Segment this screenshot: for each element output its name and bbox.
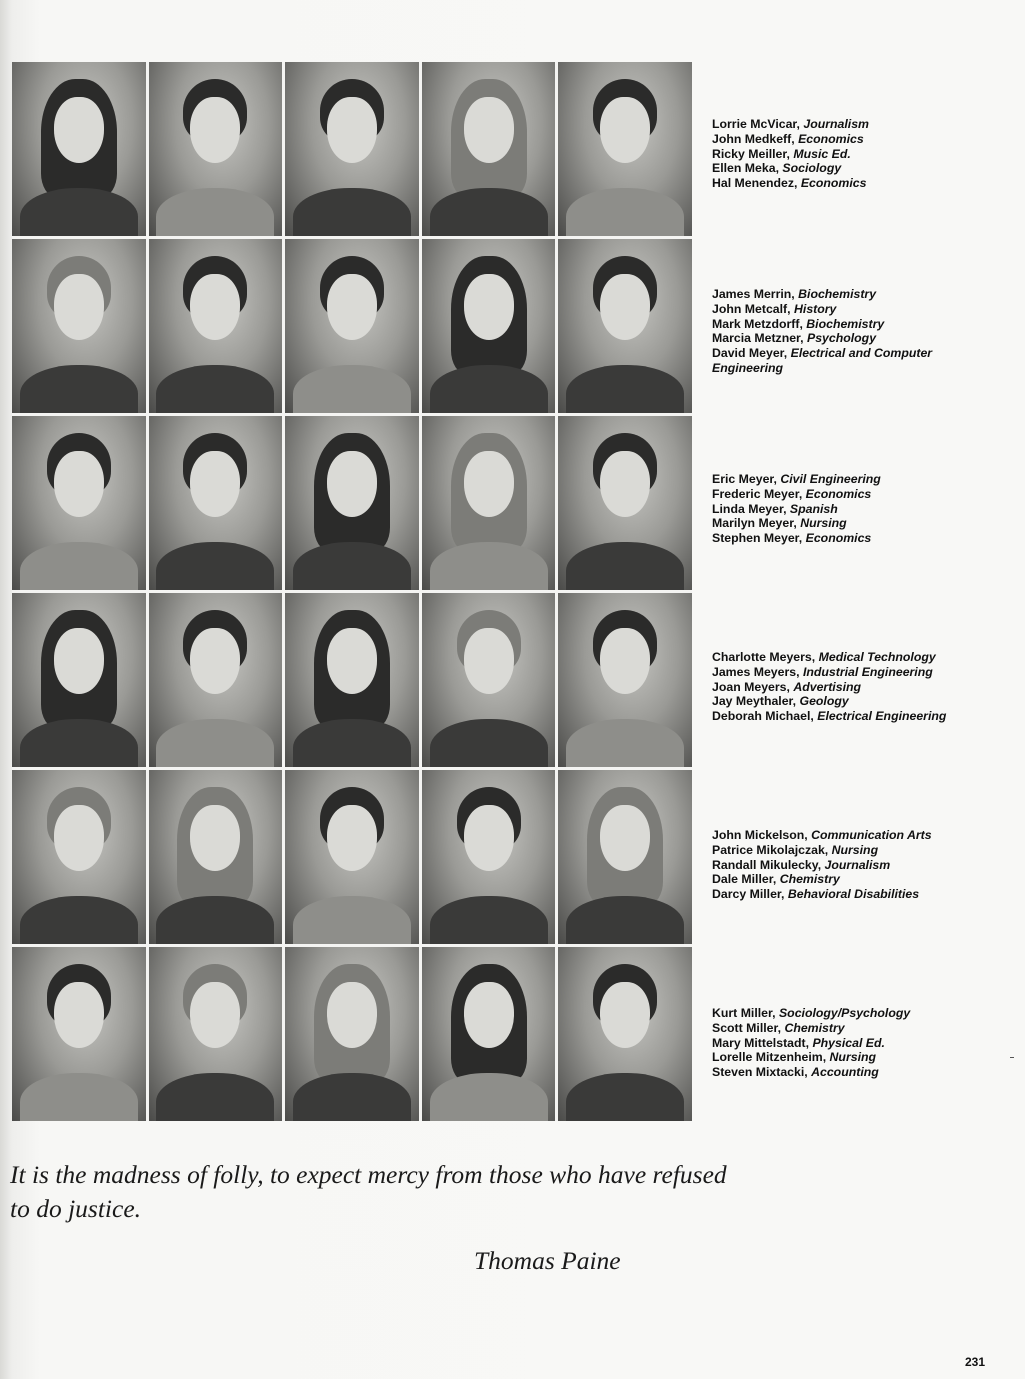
- student-major: Chemistry: [779, 872, 840, 887]
- portrait-photo: [149, 62, 283, 236]
- caption-line: [712, 472, 1012, 487]
- student-name: Deborah Michael: [712, 709, 811, 724]
- student-name: Linda Meyer: [712, 501, 784, 516]
- separator: ,: [786, 146, 794, 161]
- separator: ,: [799, 316, 807, 331]
- shoulders-shape: [430, 365, 548, 413]
- student-name: Lorrie McVicar: [712, 117, 797, 131]
- separator: ,: [817, 857, 825, 872]
- face-shape: [54, 982, 104, 1048]
- student-name: Ellen Meka: [712, 161, 776, 176]
- caption-line: [712, 1065, 1012, 1080]
- caption-line: [712, 147, 1012, 162]
- separator: ,: [783, 346, 791, 361]
- shoulders-shape: [566, 365, 684, 413]
- caption-block: [712, 650, 1012, 724]
- shoulders-shape: [20, 896, 138, 944]
- caption-line: [712, 650, 1012, 665]
- student-major: Economics: [798, 131, 864, 146]
- shoulders-shape: [20, 188, 138, 236]
- student-major: Nursing: [800, 516, 847, 531]
- portrait-photo: [422, 770, 556, 944]
- shoulders-shape: [293, 542, 411, 590]
- portrait-photo: [285, 62, 419, 236]
- shoulders-shape: [20, 365, 138, 413]
- separator: ,: [787, 301, 795, 316]
- student-major: Industrial Engineering: [802, 664, 933, 679]
- shoulders-shape: [293, 188, 411, 236]
- student-major: Journalism: [803, 117, 869, 131]
- separator: ,: [794, 176, 801, 191]
- portrait-photo: [422, 947, 556, 1121]
- caption-line: [712, 516, 1012, 531]
- caption-line: [712, 843, 1012, 858]
- student-name: Frederic Meyer: [712, 486, 799, 501]
- student-major: Journalism: [824, 857, 891, 872]
- shoulders-shape: [156, 542, 274, 590]
- face-shape: [190, 97, 240, 163]
- separator: ,: [793, 516, 801, 531]
- student-major: Chemistry: [784, 1020, 845, 1035]
- separator: ,: [772, 1006, 779, 1020]
- student-major-continued: Engineering: [712, 360, 784, 375]
- student-major: Electrical and Computer: [790, 346, 933, 361]
- face-shape: [327, 982, 377, 1048]
- face-shape: [600, 451, 650, 517]
- caption-line: [712, 487, 1012, 502]
- student-name: Dale Miller: [712, 872, 773, 887]
- quote-text: It is the madness of folly, to expect mercy from those who have refused to do justice.: [10, 1160, 727, 1223]
- student-name: Eric Meyer: [712, 472, 774, 486]
- separator: ,: [805, 1035, 813, 1050]
- separator: ,: [772, 872, 780, 887]
- portrait-photo: [558, 947, 692, 1121]
- portrait-photo: [558, 416, 692, 590]
- face-shape: [327, 451, 377, 517]
- portrait-photo: [285, 239, 419, 413]
- separator: ,: [822, 1050, 830, 1065]
- student-name: Jay Meythaler: [712, 694, 793, 709]
- student-major: Geology: [799, 694, 849, 709]
- face-shape: [600, 274, 650, 340]
- face-shape: [600, 982, 650, 1048]
- caption-line: [712, 317, 1012, 332]
- face-shape: [464, 97, 514, 163]
- student-name: David Meyer: [712, 346, 784, 361]
- shoulders-shape: [430, 542, 548, 590]
- caption-line: [712, 1050, 1012, 1065]
- face-shape: [327, 628, 377, 694]
- caption-line: [712, 887, 1012, 902]
- caption-line: [712, 132, 1012, 147]
- caption-line: [712, 531, 1012, 546]
- separator: ,: [810, 709, 818, 724]
- student-major: Economics: [805, 486, 872, 501]
- shoulders-shape: [566, 188, 684, 236]
- portrait-photo: [149, 593, 283, 767]
- separator: ,: [798, 486, 806, 501]
- separator: ,: [804, 1065, 812, 1080]
- shoulders-shape: [293, 719, 411, 767]
- portrait-photo: [422, 416, 556, 590]
- portrait-photo: [149, 416, 283, 590]
- student-name: Randall Mikulecky: [712, 857, 818, 872]
- student-name: Joan Meyers: [712, 679, 787, 694]
- face-shape: [464, 628, 514, 694]
- student-major: Biochemistry: [798, 287, 877, 301]
- face-shape: [190, 982, 240, 1048]
- student-major: Advertising: [793, 679, 862, 694]
- student-major: Sociology/Psychology: [778, 1006, 911, 1020]
- face-shape: [54, 805, 104, 871]
- caption-block: [712, 117, 1012, 191]
- student-name: John Medkeff: [712, 131, 792, 146]
- separator: ,: [791, 131, 799, 146]
- student-major: Psychology: [807, 331, 877, 346]
- student-name: Ricky Meiller: [712, 146, 787, 161]
- portrait-photo: [149, 770, 283, 944]
- shoulders-shape: [430, 896, 548, 944]
- face-shape: [190, 805, 240, 871]
- caption-line: [712, 287, 1012, 302]
- caption-line: [712, 858, 1012, 873]
- face-shape: [464, 451, 514, 517]
- student-major: Civil Engineering: [780, 472, 881, 486]
- caption-line: [712, 1036, 1012, 1051]
- caption-line: [712, 680, 1012, 695]
- separator: ,: [811, 650, 819, 664]
- portrait-photo: [422, 239, 556, 413]
- student-major: Economics: [805, 531, 872, 546]
- student-major: Accounting: [811, 1065, 879, 1080]
- page-number: 231: [965, 1355, 986, 1369]
- student-major: Medical Technology: [818, 650, 936, 664]
- face-shape: [54, 97, 104, 163]
- student-name: Scott Miller: [712, 1020, 778, 1035]
- shoulders-shape: [430, 188, 548, 236]
- portrait-photo: [12, 770, 146, 944]
- face-shape: [600, 97, 650, 163]
- portrait-photo: [149, 947, 283, 1121]
- student-major: Nursing: [831, 842, 879, 857]
- shoulders-shape: [566, 1073, 684, 1121]
- shoulders-shape: [430, 719, 548, 767]
- caption-block: [712, 287, 1012, 376]
- caption-line: [712, 117, 1012, 132]
- student-major: Electrical Engineering: [817, 709, 947, 724]
- face-shape: [54, 628, 104, 694]
- face-shape: [327, 274, 377, 340]
- caption-line: [712, 665, 1012, 680]
- portrait-photo: [422, 62, 556, 236]
- student-name: Mark Metzdorff: [712, 316, 800, 331]
- face-shape: [190, 451, 240, 517]
- student-major: History: [794, 301, 837, 316]
- student-major: Physical Ed.: [812, 1035, 885, 1050]
- face-shape: [190, 274, 240, 340]
- separator: ,: [824, 842, 832, 857]
- face-shape: [464, 982, 514, 1048]
- portrait-photo: [149, 239, 283, 413]
- separator: ,: [773, 472, 781, 486]
- separator: ,: [786, 679, 794, 694]
- margin-mark: [1010, 1057, 1014, 1058]
- student-name: Marcia Metzner: [712, 331, 801, 346]
- student-name: Hal Menendez: [712, 176, 794, 191]
- student-major: Sociology: [782, 161, 842, 176]
- caption-line: [712, 872, 1012, 887]
- caption-line: [712, 176, 1012, 191]
- student-name: Charlotte Meyers: [712, 650, 812, 664]
- shoulders-shape: [293, 1073, 411, 1121]
- caption-line: [712, 331, 1012, 346]
- portrait-photo: [12, 593, 146, 767]
- portrait-photo: [12, 239, 146, 413]
- student-major: Behavioral Disabilities: [787, 887, 920, 902]
- face-shape: [327, 97, 377, 163]
- portrait-photo: [558, 62, 692, 236]
- separator: ,: [783, 501, 790, 516]
- face-shape: [190, 628, 240, 694]
- shoulders-shape: [156, 365, 274, 413]
- student-major: Biochemistry: [806, 316, 885, 331]
- caption-line: [712, 694, 1012, 709]
- portrait-photo: [285, 416, 419, 590]
- caption-line: [712, 828, 1012, 843]
- face-shape: [327, 805, 377, 871]
- student-name: Mary Mittelstadt: [712, 1035, 806, 1050]
- shoulders-shape: [566, 542, 684, 590]
- portrait-photo: [12, 62, 146, 236]
- shoulders-shape: [566, 719, 684, 767]
- portrait-photo: [285, 770, 419, 944]
- caption-line: [712, 1006, 1012, 1021]
- student-major: Spanish: [789, 501, 838, 516]
- shoulders-shape: [430, 1073, 548, 1121]
- student-name: John Mickelson: [712, 828, 805, 842]
- portrait-photo: [285, 593, 419, 767]
- face-shape: [464, 805, 514, 871]
- separator: ,: [800, 331, 808, 346]
- shoulders-shape: [156, 719, 274, 767]
- shoulders-shape: [293, 365, 411, 413]
- student-major: Music Ed.: [793, 146, 851, 161]
- shoulders-shape: [156, 188, 274, 236]
- separator: ,: [796, 117, 804, 131]
- shoulders-shape: [566, 896, 684, 944]
- face-shape: [600, 628, 650, 694]
- portrait-photo: [422, 593, 556, 767]
- shoulders-shape: [20, 719, 138, 767]
- caption-line: [712, 1021, 1012, 1036]
- quote-author: Thomas Paine: [474, 1246, 621, 1275]
- portrait-photo: [558, 593, 692, 767]
- separator: ,: [777, 1020, 785, 1035]
- shoulders-shape: [293, 896, 411, 944]
- student-name: Marilyn Meyer: [712, 516, 794, 531]
- student-name: Lorelle Mitzenheim: [712, 1050, 823, 1065]
- student-name: Darcy Miller: [712, 887, 782, 902]
- face-shape: [54, 274, 104, 340]
- caption-line: [712, 502, 1012, 517]
- student-major: Economics: [800, 176, 867, 191]
- face-shape: [54, 451, 104, 517]
- caption-line: [712, 302, 1012, 317]
- separator: ,: [796, 664, 803, 679]
- student-major: Communication Arts: [811, 828, 932, 842]
- caption-line: [712, 346, 1012, 361]
- separator: ,: [792, 694, 800, 709]
- portrait-grid: [12, 62, 692, 1121]
- separator: ,: [791, 287, 799, 301]
- separator: ,: [775, 161, 783, 176]
- student-name: Patrice Mikolajczak: [712, 842, 825, 857]
- student-name: James Meyers: [712, 664, 797, 679]
- shoulders-shape: [20, 542, 138, 590]
- shoulders-shape: [156, 1073, 274, 1121]
- caption-block: [712, 472, 1012, 546]
- student-major: Nursing: [829, 1050, 877, 1065]
- portrait-photo: [12, 416, 146, 590]
- caption-block: [712, 828, 1012, 902]
- separator: ,: [804, 828, 812, 842]
- student-name: Steven Mixtacki: [712, 1065, 805, 1080]
- student-name: Kurt Miller: [712, 1006, 773, 1020]
- portrait-photo: [558, 770, 692, 944]
- shoulders-shape: [156, 896, 274, 944]
- separator: ,: [781, 887, 788, 902]
- face-shape: [600, 805, 650, 871]
- separator: ,: [798, 531, 806, 546]
- portrait-photo: [558, 239, 692, 413]
- student-name: Stephen Meyer: [712, 531, 799, 546]
- caption-block: [712, 1006, 1012, 1080]
- portrait-photo: [12, 947, 146, 1121]
- student-name: James Merrin: [712, 287, 792, 301]
- face-shape: [464, 274, 514, 340]
- caption-line: [712, 161, 1012, 176]
- shoulders-shape: [20, 1073, 138, 1121]
- student-name: John Metcalf: [712, 301, 788, 316]
- caption-line: [712, 709, 1012, 724]
- portrait-photo: [285, 947, 419, 1121]
